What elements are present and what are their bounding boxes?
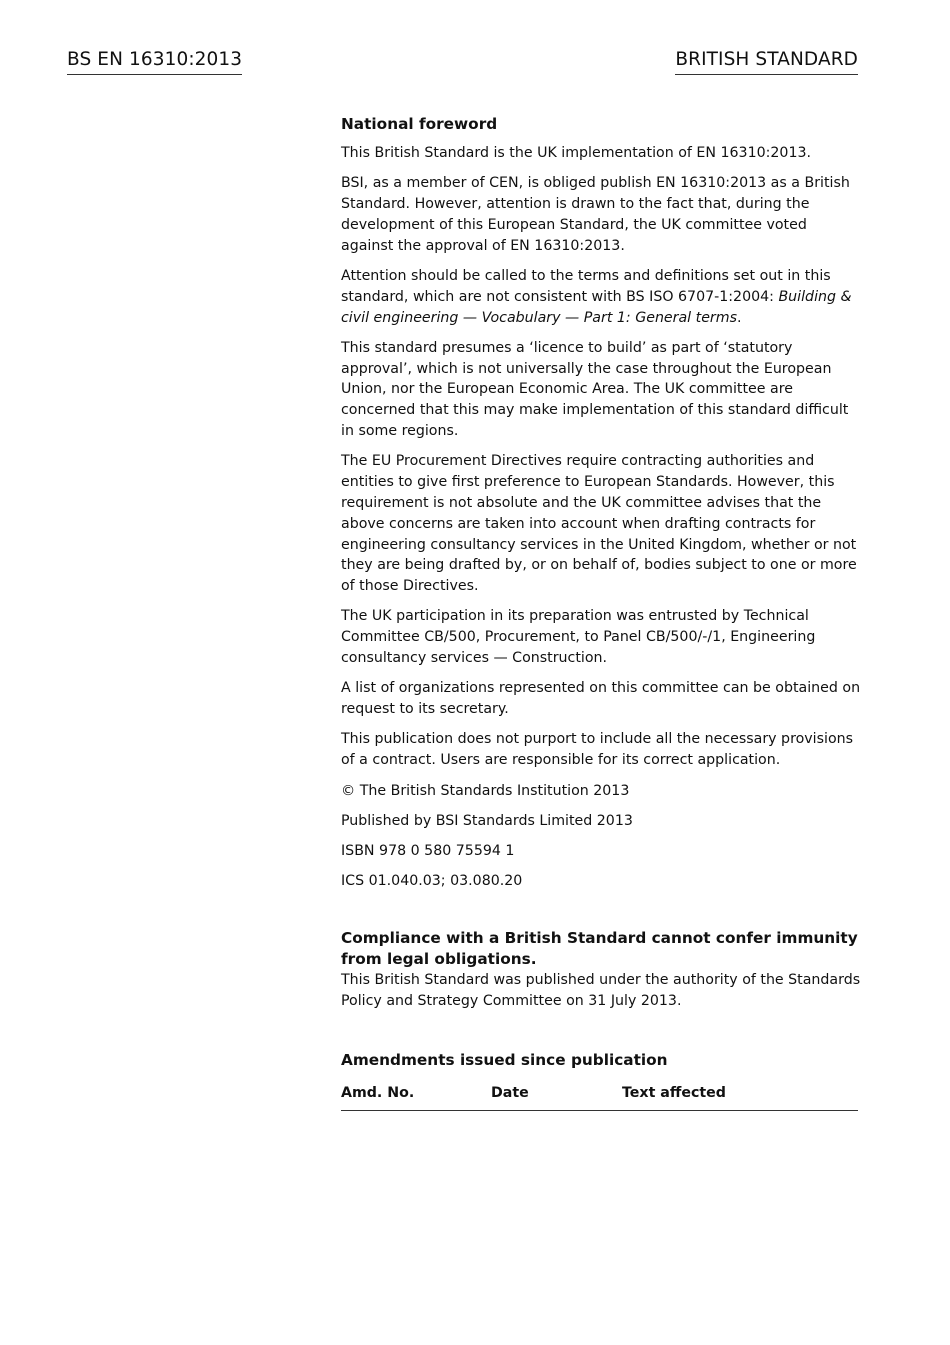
section-title-national-foreword: National foreword <box>341 115 498 133</box>
isbn-line: ISBN 978 0 580 75594 1 <box>341 843 515 860</box>
header-document-number: BS EN 16310:2013 <box>67 48 242 75</box>
foreword-paragraph-8: This publication does not purport to include all the necessary provisions of a contract. Users are responsible for its correct application. <box>341 731 854 769</box>
main-column <box>341 113 861 1111</box>
column-header-amd-no: Amd. No. <box>341 1083 491 1110</box>
copyright-line: © The British Standards Institution 2013 <box>341 782 630 799</box>
foreword-paragraph-4: This standard presumes a ‘licence to build’ as part of ‘statutory approval’, which is not universally the case throughout the European Union, nor the European Economic Area. The UK committee are concerned that this may make implementation of this standard difficult in some regions. <box>341 339 849 440</box>
published-line: Published by BSI Standards Limited 2013 <box>341 812 633 829</box>
compliance-statement: Compliance with a British Standard cannot confer immunity from legal obligations. <box>341 929 858 969</box>
foreword-paragraph-7: A list of organizations represented on this committee can be obtained on request to its secretary. <box>341 680 861 718</box>
amendments-header-row <box>341 1083 858 1110</box>
referenced-standard-title: Building & civil engineering — Vocabulary — Part 1: General terms <box>341 288 852 326</box>
header-standard-label: BRITISH STANDARD <box>675 48 858 75</box>
ics-line: ICS 01.040.03; 03.080.20 <box>341 873 523 890</box>
amendments-table <box>341 1083 858 1111</box>
foreword-paragraph-3 <box>341 266 861 328</box>
foreword-paragraph-1: This British Standard is the UK implementation of EN 16310:2013. <box>341 145 812 161</box>
column-header-date: Date <box>491 1083 622 1110</box>
amendments-title: Amendments issued since publication <box>341 1050 668 1069</box>
foreword-paragraph-2: BSI, as a member of CEN, is obliged publish EN 16310:2013 as a British Standard. However, attention is drawn to the fact that, during the development of this European Standard, the UK committee voted against the approval of EN 16310:2013. <box>341 175 850 254</box>
column-header-text-affected: Text affected <box>622 1083 858 1110</box>
foreword-paragraph-3-end: . <box>736 309 742 326</box>
authority-statement: This British Standard was published under the authority of the Standards Policy and Strategy Committee on 31 July 2013. <box>341 972 861 1009</box>
foreword-paragraph-3-text: Attention should be called to the terms and definitions set out in this standard, which are not consistent with BS ISO 6707-1:2004: <box>341 267 831 305</box>
foreword-paragraph-5: The EU Procurement Directives require contracting authorities and entities to give first preference to European Standards. However, this requirement is not absolute and the UK committee advises that the above concerns are taken into account when drafting contracts for engineering consultancy services in the United Kingdom, whether or not they are being drafted by, or on behalf of, bodies subject to one or more of those Directives. <box>341 453 857 595</box>
foreword-paragraph-6: The UK participation in its preparation was entrusted by Technical Committee CB/500, Procurement, to Panel CB/500/-/1, Engineering consultancy services — Construction. <box>341 608 816 667</box>
